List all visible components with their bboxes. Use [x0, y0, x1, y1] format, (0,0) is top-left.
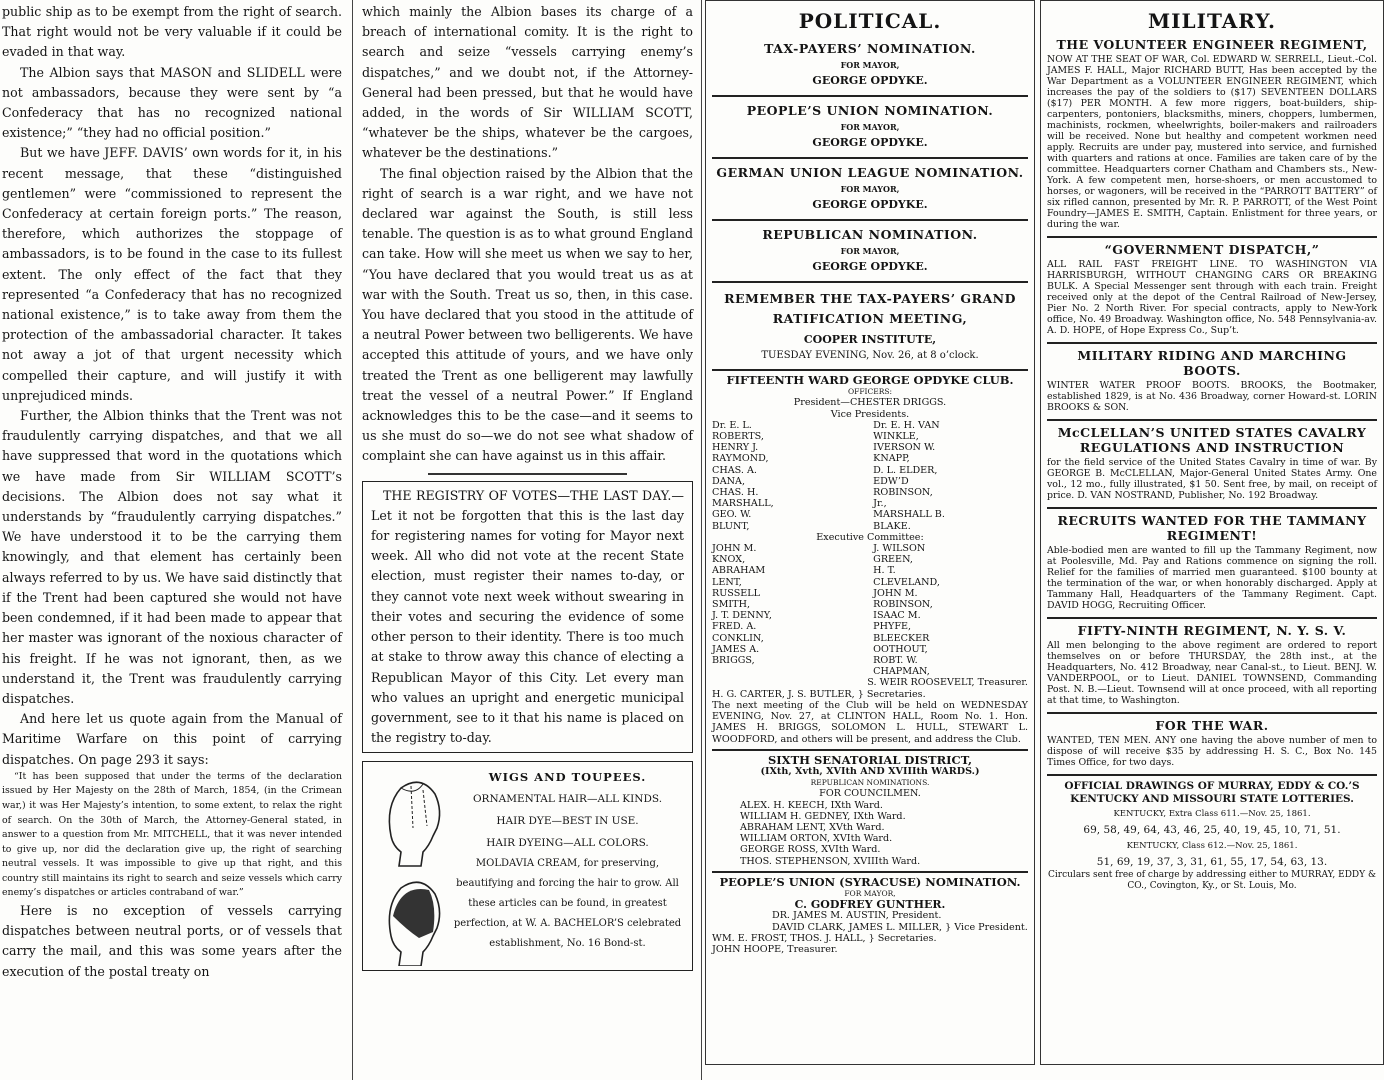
nominee-name: GEORGE OPDYKE. [812, 198, 928, 211]
nomination-block [712, 159, 1028, 221]
political-column [705, 0, 1035, 1065]
ad-heading: THE VOLUNTEER ENGINEER REGIMENT, [1056, 37, 1368, 52]
nomination-block [712, 221, 1028, 283]
lottery-class: KENTUCKY, Class 612.—Nov. 25, 1861. [1126, 841, 1298, 851]
syracuse-nominee: C. GODFREY GUNTHER. [794, 898, 946, 912]
registry-notice [362, 481, 693, 754]
name-item: Dr. E. H. VAN WINKLE, [873, 419, 940, 443]
ward-club-title: FIFTEENTH WARD GEORGE OPDYKE CLUB. [726, 373, 1014, 387]
paragraph: public ship as to be exempt from the right of search. That right would not be very valuable if it could be evaded in that way. [2, 4, 342, 60]
lottery-numbers: 51, 69, 19, 37, 3, 31, 61, 55, 17, 54, 63, 13. [1096, 856, 1328, 868]
meeting-note: The next meeting of the Club will be held on WEDNESDAY EVENING, Nov. 27, at CLINTON HALL, Room No. 1. Hon. JAMES H. BRIGGS, SOLOMON L. HULL, STEWART L. WOODFORD, and others will be present, and address the Club. [712, 699, 1028, 745]
executive-committee-label: Executive Committee: [816, 531, 924, 543]
editorial-column-1 [0, 0, 350, 1080]
wigs-line: HAIR DYE—BEST IN USE. [496, 815, 639, 828]
treasurer: S. WEIR ROOSEVELT, Treasurer. [867, 677, 1028, 689]
military-ad [1047, 37, 1377, 238]
nominee-name: GEORGE OPDYKE. [812, 74, 928, 87]
republican-nominations-label: REPUBLICAN NOMINATIONS. [810, 778, 930, 788]
paragraph: The Albion says that MASON and SLIDELL were not ambassadors, because they were sent by “a Confederacy that has no recognized national existence;” “they had no official position.” [2, 64, 342, 141]
councilmen-label: FOR COUNCILMEN. [819, 788, 921, 800]
officers-label: OFFICERS: [847, 387, 893, 397]
name-item: JAMES A. BRIGGS, [712, 643, 760, 667]
name-item: ROBT. W. CHAPMAN, [873, 655, 930, 678]
nomination-block [712, 97, 1028, 159]
ratification-time: TUESDAY EVENING, Nov. 26, at 8 o’clock. [761, 350, 979, 361]
syracuse-treasurer: JOHN HOOPE, Treasurer. [712, 943, 838, 955]
wig-heads-illustration [371, 766, 451, 966]
syracuse-secretaries: WM. E. FROST, THOS. J. HALL, } Secretaries. [712, 932, 937, 944]
nomination-office: FOR MAYOR, [840, 60, 900, 70]
district-title: SIXTH SENATORIAL DISTRICT, [767, 752, 973, 767]
ratification-place: COOPER INSTITUTE, [803, 333, 937, 346]
president: President—CHESTER DRIGGS. [793, 397, 947, 409]
district-wards: (IXth, Xvth, XVIth AND XVIIIth WARDS.) [760, 765, 980, 777]
ratification-title: REMEMBER THE TAX-PAYERS’ GRAND RATIFICATION MEETING, [724, 291, 1016, 326]
councilman-item: THOS. STEPHENSON, XVIIIth Ward. [740, 855, 921, 867]
councilman-item: WILLIAM ORTON, XVIth Ward. [740, 833, 893, 845]
name-item: JOHN M. ROBINSON, [873, 587, 933, 611]
nomination-office: FOR MAYOR, [840, 122, 900, 132]
paragraph: The final objection raised by the Albion that the right of search is a war right, and we have not declared war against the South, is still less tenable. The question is as to what ground England can take. How will she meet us when we say to her, “You have declared that you would treat us as at war with the South. Treat us so, then, in this case. You have declared that you stood in the attitude of a neutral Power between two belligerents. We have accepted this attitude of yours, and we have only treated the Trent as one belligerent may lawfully treat the vessel of a neutral Power.” If England acknowledges this to be the case—and it seems to us she must do so—we do not see what shadow of complaint she can have against us in this affair. [362, 165, 693, 464]
nomination-title: GERMAN UNION LEAGUE NOMINATION. [716, 165, 1024, 180]
nomination-title: PEOPLE’S UNION NOMINATION. [746, 103, 994, 118]
paragraph: Here is no exception of vessels carrying dispatches between neutral ports, or of vessels that carry the mail, and this was some years after the execution of the postal treaty on [2, 903, 342, 979]
nomination-office: FOR MAYOR, [840, 246, 900, 256]
councilman-item: ABRAHAM LENT, XVth Ward. [740, 821, 885, 833]
ad-text: NOW AT THE SEAT OF WAR, Col. EDWARD W. SERRELL, Lieut.-Col. JAMES F. HALL, Major RICHARD BUTT, Has been accepted by the War Department as a VOLUNTEER ENGINEER REGIMENT, which increases the pay of the soldiers to ($17) SEVENTEEN DOLLARS ($17) PER MONTH. A few more riggers, boat-builders, ship-carpenters, pontoniers, blacksmiths, miners, choppers, lumbermen, machinists, rockmen, wheelwrights, boiler-makers and railroaders will be received. None but healthy and competent workmen need apply. Recruits are under pay, mustered into service, and furnished with quarters and rations at once. Families are taken care of by the committee. Headquarters corner Chatham and Chambers sts., New-York. A few competent men, horse-shoers, or men accustomed to horses, or wagoners, will be received in the “PARROTT BATTERY” of six rifled cannon, presented by Mr. R. P. PARROTT, of the West Point Foundry—JAMES E. SMITH, Captain. Enlistment for three years, or during the war. [1047, 54, 1377, 230]
name-item: JOHN M. KNOX, [712, 543, 757, 566]
quotation [2, 770, 342, 901]
ad-heading: RECRUITS WANTED FOR THE TAMMANY REGIMENT! [1057, 513, 1367, 543]
name-item: IVERSON W. KNAPP, [873, 442, 936, 465]
ratification-meeting [712, 283, 1028, 371]
military-ad [1047, 718, 1377, 776]
lottery-drawings [1047, 780, 1377, 892]
senatorial-district-notice [712, 751, 1028, 873]
syracuse-president: DR. JAMES M. AUSTIN, President. [772, 910, 942, 922]
name-item: J. T. DENNY, [712, 610, 772, 622]
wigs-cream-text: MOLDAVIA CREAM, for preserving, beautifying and forcing the hair to grow. All these articles can be found, in greatest perfection, at W. A. BACHELOR’S celebrated establishment, No. 16 Bond-st. [453, 858, 682, 950]
ad-heading: FOR THE WAR. [1155, 718, 1269, 733]
wigs-advertisement [362, 761, 693, 971]
military-column [1040, 0, 1384, 1065]
military-ad [1047, 425, 1377, 509]
councilman-item: GEORGE ROSS, XVIth Ward. [740, 844, 881, 856]
syracuse-title: PEOPLE’S UNION (SYRACUSE) NOMINATION. [719, 874, 1021, 889]
paragraph: Further, the Albion thinks that the Trent was not fraudulently carrying dispatches, and that we all have suppressed that word in the quotations which we have made from Sir WILLIAM SCOTT’s decisions. The Albion does not say what it understands by “fraudulently carrying dispatches.” We have understood it to be the carrying them knowingly, and that element has certainly been always referred to by us. We have said distinctly that if the Trent had been captured she would not have been condemned, if it had been made to appear that her master was ignorant of the noxious character of his freight. If he was not ignorant, then, as we understand it, the Trent was fraudulently carrying dispatches. [2, 408, 342, 706]
nomination-block [712, 35, 1028, 97]
quote-text: “It has been supposed that under the terms of the declaration issued by Her Majesty on the 28th of March, 1854, (in the Crimean war,) it was Her Majesty’s intention, to some extent, to relax the right of search. On the 30th of March, the Attorney-General stated, in answer to a question from Mr. MITCHELL, that it was never intended to give up, nor did the declaration give up, the right of searching neutral vessels. It was impossible to give up that right, and this country still maintains its right to search and seize vessels which carry enemy’s dispatches or articles contraband of war.” [2, 770, 342, 899]
councilman-item: WILLIAM H. GEDNEY, IXth Ward. [740, 810, 906, 822]
secretaries: H. G. CARTER, J. S. BUTLER, } Secretaries. [712, 688, 926, 700]
name-item: BLEECKER OOTHOUT, [873, 632, 930, 655]
military-ad [1047, 242, 1377, 344]
ad-heading: McCLELLAN’S UNITED STATES CAVALRY REGULATIONS AND INSTRUCTION [1057, 425, 1367, 455]
name-item: GEO. W. BLUNT, [712, 509, 752, 532]
nomination-title: TAX-PAYERS’ NOMINATION. [764, 41, 976, 56]
ad-heading: “GOVERNMENT DISPATCH,” [1104, 242, 1320, 257]
military-ad [1047, 513, 1377, 619]
name-item: EDW’D ROBINSON, Jr., [873, 475, 933, 510]
lottery-class: KENTUCKY, Extra Class 611.—Nov. 25, 1861. [1113, 809, 1311, 819]
paragraph: But we have JEFF. DAVIS’ own words for it, in his recent message, that these “distinguished gentlemen” were “commissioned to represent the Confederacy at certain foreign ports.” The reason, therefore, which authorizes the stoppage of ambassadors, is to be found in the case to its fullest extent. The only effect of the fact that they represented “a Confederacy that has no recognized national existence,” is to take away from them the protection of the ambassadorial character. It takes not away a jot of that urgent necessity which compelled their capture, and will justify it with unprejudiced minds. [2, 145, 342, 403]
lottery-numbers: 69, 58, 49, 64, 43, 46, 25, 40, 19, 45, 10, 71, 51. [1083, 824, 1341, 836]
registry-text: THE REGISTRY OF VOTES—THE LAST DAY.—Let it not be forgotten that this is the last day for registering names for voting for Mayor next week. All who did not vote at the recent State election, must register their names to-day, or they cannot vote next week without swearing in their votes and securing the evidence of some other person to their identity. There is too much at stake to throw away this chance of electing a Republican Mayor of this City. Let every man who values an upright and energetic municipal government, see to it that his name is placed on the registry to-day. [371, 487, 684, 746]
divider [428, 473, 627, 475]
nomination-title: REPUBLICAN NOMINATION. [762, 227, 978, 242]
wigs-title: WIGS AND TOUPEES. [488, 770, 647, 785]
name-item: D. L. ELDER, [873, 464, 938, 476]
syracuse-vice: DAVID CLARK, JAMES L. MILLER, } Vice President. [772, 921, 1028, 933]
name-item: ABRAHAM LENT, [712, 565, 766, 588]
name-item: MARSHALL B. BLAKE. [873, 509, 945, 532]
syracuse-office: FOR MAYOR, [844, 888, 896, 898]
wigs-line: HAIR DYEING—ALL COLORS. [486, 837, 649, 850]
wigs-line: ORNAMENTAL HAIR—ALL KINDS. [472, 793, 663, 806]
ad-text: All men belonging to the above regiment are ordered to report themselves on or before THURSDAY, the 28th inst., at the Headquarters, No. 412 Broadway, near Canal-st., to Lieut. BENJ. W. VANDERPOOL, or to Lieut. DANIEL TOWNSEND, Commanding Post. N. B.—Lieut. Townsend will at once proceed, with all reporting at that time, to Washington. [1047, 640, 1377, 706]
ad-text: ALL RAIL FAST FREIGHT LINE. TO WASHINGTON VIA HARRISBURGH, WITHOUT CHANGING CARS OR BREAKING BULK. A Special Messenger sent through with each train. Freight received only at the depot of the Central Railroad of New-Jersey, Pier No. 2 North River. For special contracts, apply to New-York office, No. 49 Broadway. Washington office, No. 548 Pennsylvania-av. A. D. HOPE, of Hope Express Co., Sup’t. [1047, 259, 1377, 336]
ward-club-notice [712, 371, 1028, 751]
military-ad [1047, 623, 1377, 714]
lottery-footer: Circulars sent free of charge by addressing either to MURRAY, EDDY & CO., Covington, Ky., or St. Louis, Mo. [1048, 870, 1376, 891]
nomination-office: FOR MAYOR, [840, 184, 900, 194]
ad-text: WANTED, TEN MEN. ANY one having the above number of men to dispose of will receive $35 by addressing H. S. C., Box No. 145 Times Office, for two days. [1047, 735, 1377, 768]
ad-heading: MILITARY RIDING AND MARCHING BOOTS. [1077, 348, 1347, 378]
column-rule [701, 0, 702, 1080]
ad-heading: FIFTY-NINTH REGIMENT, N. Y. S. V. [1077, 623, 1347, 638]
lottery-heading: OFFICIAL DRAWINGS OF MURRAY, EDDY & CO.’S KENTUCKY AND MISSOURI STATE LOTTERIES. [1064, 780, 1360, 805]
paragraph: And here let us quote again from the Manual of Maritime Warfare on this point of carrying dispatches. On page 293 it says: [2, 711, 342, 767]
syracuse-nomination [712, 873, 1028, 959]
editorial-column-2 [356, 0, 699, 1080]
vice-presidents-label: Vice Presidents. [830, 408, 910, 420]
column-rule [352, 0, 353, 1080]
ad-text: for the field service of the United States Cavalry in time of war. By GEORGE B. McCLELLAN, Major-General United States Army. One vol., 12 mo., fully illustrated, $1 50. Sent free, by mail, on receipt of price. D. VAN NOSTRAND, Publisher, No. 192 Broadway. [1047, 457, 1377, 501]
councilman-item: ALEX. H. KEECH, IXth Ward. [740, 799, 883, 811]
name-item: Dr. E. L. ROBERTS, [712, 419, 764, 443]
ad-text: Able-bodied men are wanted to fill up the Tammany Regiment, now at Poolesville, Md. Pay and Rations commence on signing the roll. Relief for the families of married men guaranteed. $100 bounty at the termination of the war, or when honorably discharged. Apply at Tammany Hall, Headquarters of the Tammany Regiment. Capt. DAVID HOGG, Recruiting Officer. [1047, 545, 1377, 611]
ad-text: WINTER WATER PROOF BOOTS. BROOKS, the Bootmaker, established 1829, is at No. 436 Broadway, corner Howard-st. LORIN BROOKS & SON. [1047, 380, 1377, 413]
name-item: ISAAC M. PHYFE, [873, 610, 921, 633]
name-item: RUSSELL SMITH, [712, 587, 761, 611]
political-heading: POLITICAL. [798, 9, 942, 33]
name-item: HENRY J. RAYMOND, [712, 442, 769, 465]
name-item: FRED. A. CONKLIN, [712, 621, 764, 644]
name-item: CHAS. A. DANA, [712, 464, 757, 487]
military-heading: MILITARY. [1148, 9, 1276, 33]
name-item: CHAS. H. MARSHALL, [712, 487, 774, 510]
name-item: H. T. CLEVELAND, [873, 565, 940, 588]
nominee-name: GEORGE OPDYKE. [812, 260, 928, 273]
name-item: J. WILSON GREEN, [873, 543, 926, 566]
nominee-name: GEORGE OPDYKE. [812, 136, 928, 149]
paragraph: which mainly the Albion bases its charge of a breach of international comity. It is the right to search and seize “vessels carrying enemy’s dispatches,” and we doubt not, if the Attorney-General had been pressed, but that he would have added, in the words of Sir WILLIAM SCOTT, “whatever be the ships, whatever be the cargoes, whatever be the destinations.” [362, 4, 693, 161]
military-ad [1047, 348, 1377, 421]
